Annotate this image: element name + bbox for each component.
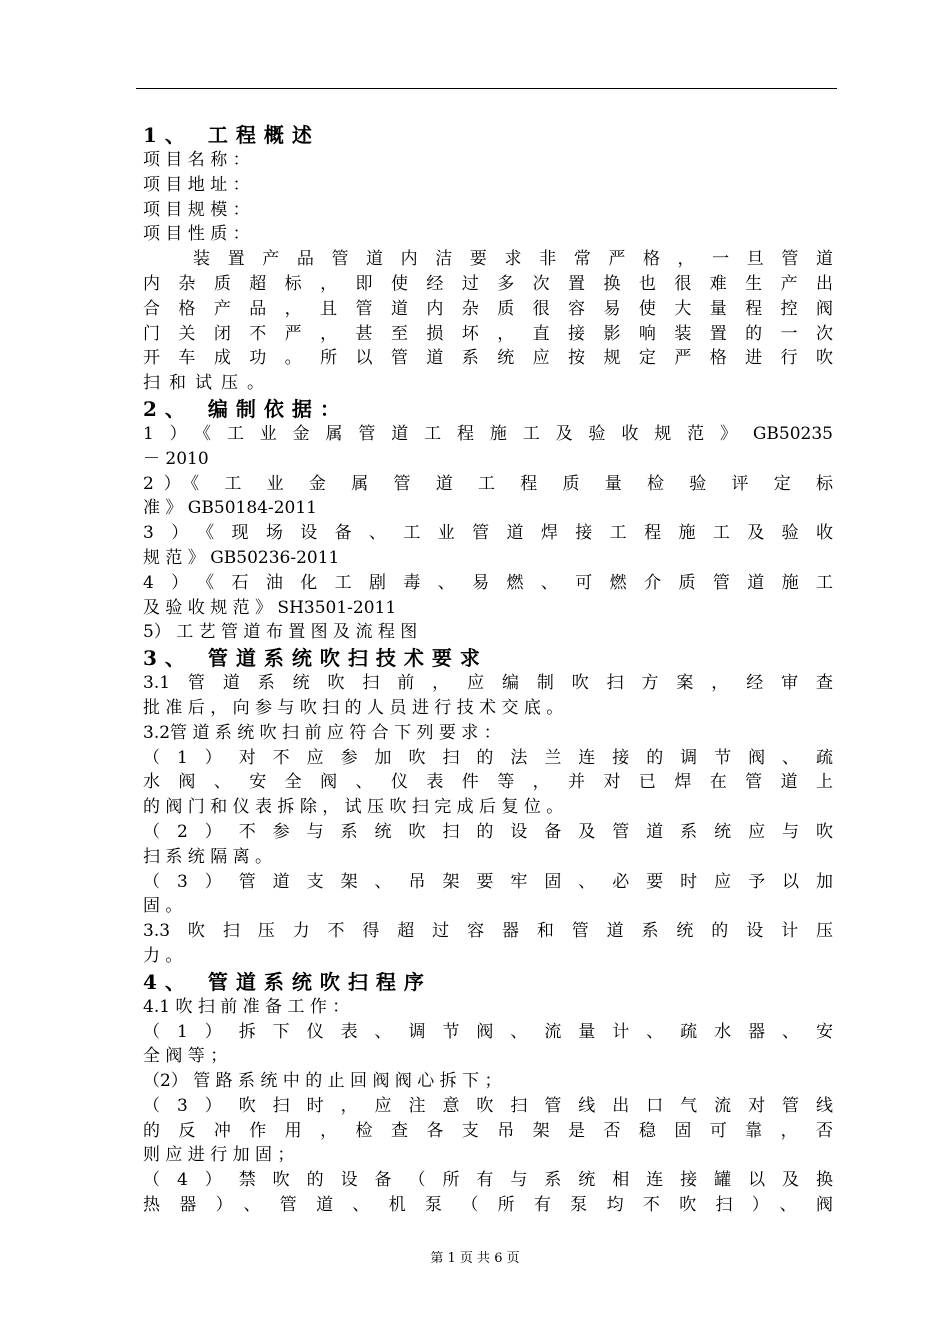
section-1-heading: 1、 工程概述 (143, 123, 320, 147)
header-rule (136, 88, 837, 89)
requirement-line: 水阀、安全阀、仪表件等，并对已焊在管道上 (143, 772, 833, 793)
requirement-line: 固 。 (143, 896, 183, 917)
requirement-line: 批 准 后 ， 向 参 与 吹 扫 的 人 员 进 行 技 术 交 底 。 (143, 697, 564, 718)
requirement-line: （3）管道支架、吊架要牢固、必要时应予以加 (143, 871, 833, 892)
project-scale-label: 项 目 规 模 ： (143, 199, 250, 220)
project-address-label: 项 目 地 址 ： (143, 174, 250, 195)
reference-item-line: 及 验 收 规 范 》 SH3501-2011 (143, 597, 397, 618)
overview-paragraph-line: 装置产品管道内洁要求非常严格，一旦管道 (193, 249, 833, 270)
overview-paragraph-line: 合格产品，且管道内杂质很容易使大量程控阀 (143, 298, 833, 319)
page-number-footer: 第 1 页 共 6 页 (430, 1251, 520, 1266)
reference-item-line: 5） 工 艺 管 道 布 置 图 及 流 程 图 (143, 622, 418, 643)
requirement-line: 3.3吹扫压力不得超过容器和管道系统的设计压 (143, 921, 833, 942)
requirement-line: 的 阀 门 和 仪 表 拆 除 ， 试 压 吹 扫 完 成 后 复 位 。 (143, 797, 564, 818)
section-4-heading: 4、 管道系统吹扫程序 (143, 969, 432, 994)
reference-item-line: 1）《工业金属管道工程施工及验收规范》GB50235 (143, 423, 833, 444)
requirement-line: （2）不参与系统吹扫的设备及管道系统应与吹 (143, 821, 833, 842)
section-3-heading: 3、 管道系统吹扫技术要求 (143, 646, 488, 671)
overview-paragraph-line: 门关闭不严，甚至损坏，直接影响装置的一次 (143, 323, 833, 344)
requirement-line: 力 。 (143, 945, 183, 966)
reference-item-line: 规 范 》 GB50236-2011 (143, 547, 340, 568)
reference-item-line: 准 》 GB50184-2011 (143, 498, 317, 519)
reference-item-line: 3）《现场设备、工业管道焊接工程施工及验收 (143, 523, 833, 544)
procedure-line: 则 应 进 行 加 固 ； (143, 1145, 295, 1166)
procedure-line: 4.1 吹 扫 前 准 备 工 作 ： (143, 996, 350, 1017)
overview-paragraph-line: 扫和试压。 (143, 373, 273, 394)
procedure-line: （1）拆下仪表、调节阀、流量计、疏水器、安 (143, 1021, 833, 1042)
procedure-line: （3）吹扫时，应注意吹扫管线出口气流对管线 (143, 1095, 833, 1116)
procedure-line: 全 阀 等 ； (143, 1046, 228, 1067)
procedure-line: （4）禁吹的设备（所有与系统相连接罐以及换 (143, 1170, 833, 1191)
reference-item-line: 4）《石油化工剧毒、易燃、可燃介质管道施工 (143, 572, 833, 593)
reference-item-line: 2）《 工 业 金 属 管 道 工 程 质 量 检 验 评 定 标 (143, 473, 833, 494)
procedure-line: 的反冲作用，检查各支吊架是否稳固可靠，否 (143, 1120, 833, 1141)
procedure-line: 热器）、管道、机泵（所有泵均不吹扫）、阀 (143, 1195, 833, 1216)
overview-paragraph-line: 开车成功。所以管道系统应按规定严格进行吹 (143, 348, 833, 369)
procedure-line: （2） 管 路 系 统 中 的 止 回 阀 阀 心 拆 下 ； (143, 1071, 502, 1092)
reference-item-line: － 2010 (143, 448, 209, 469)
overview-paragraph-line: 内杂质超标，即使经过多次置换也很难生产出 (143, 273, 833, 294)
requirement-line: 3.1管道系统吹扫前，应编制吹扫方案，经审查 (143, 673, 833, 694)
requirement-line: 3.2管 道 系 统 吹 扫 前 应 符 合 下 列 要 求 ： (143, 722, 501, 743)
requirement-line: （1）对不应参加吹扫的法兰连接的调节阀、疏 (143, 747, 833, 768)
project-nature-label: 项 目 性 质 ： (143, 224, 250, 245)
section-2-heading: 2、 编制依据： (143, 396, 348, 421)
requirement-line: 扫 系 统 隔 离 。 (143, 846, 273, 867)
document-body (143, 122, 833, 1218)
project-name-label: 项 目 名 称 ： (143, 150, 250, 170)
